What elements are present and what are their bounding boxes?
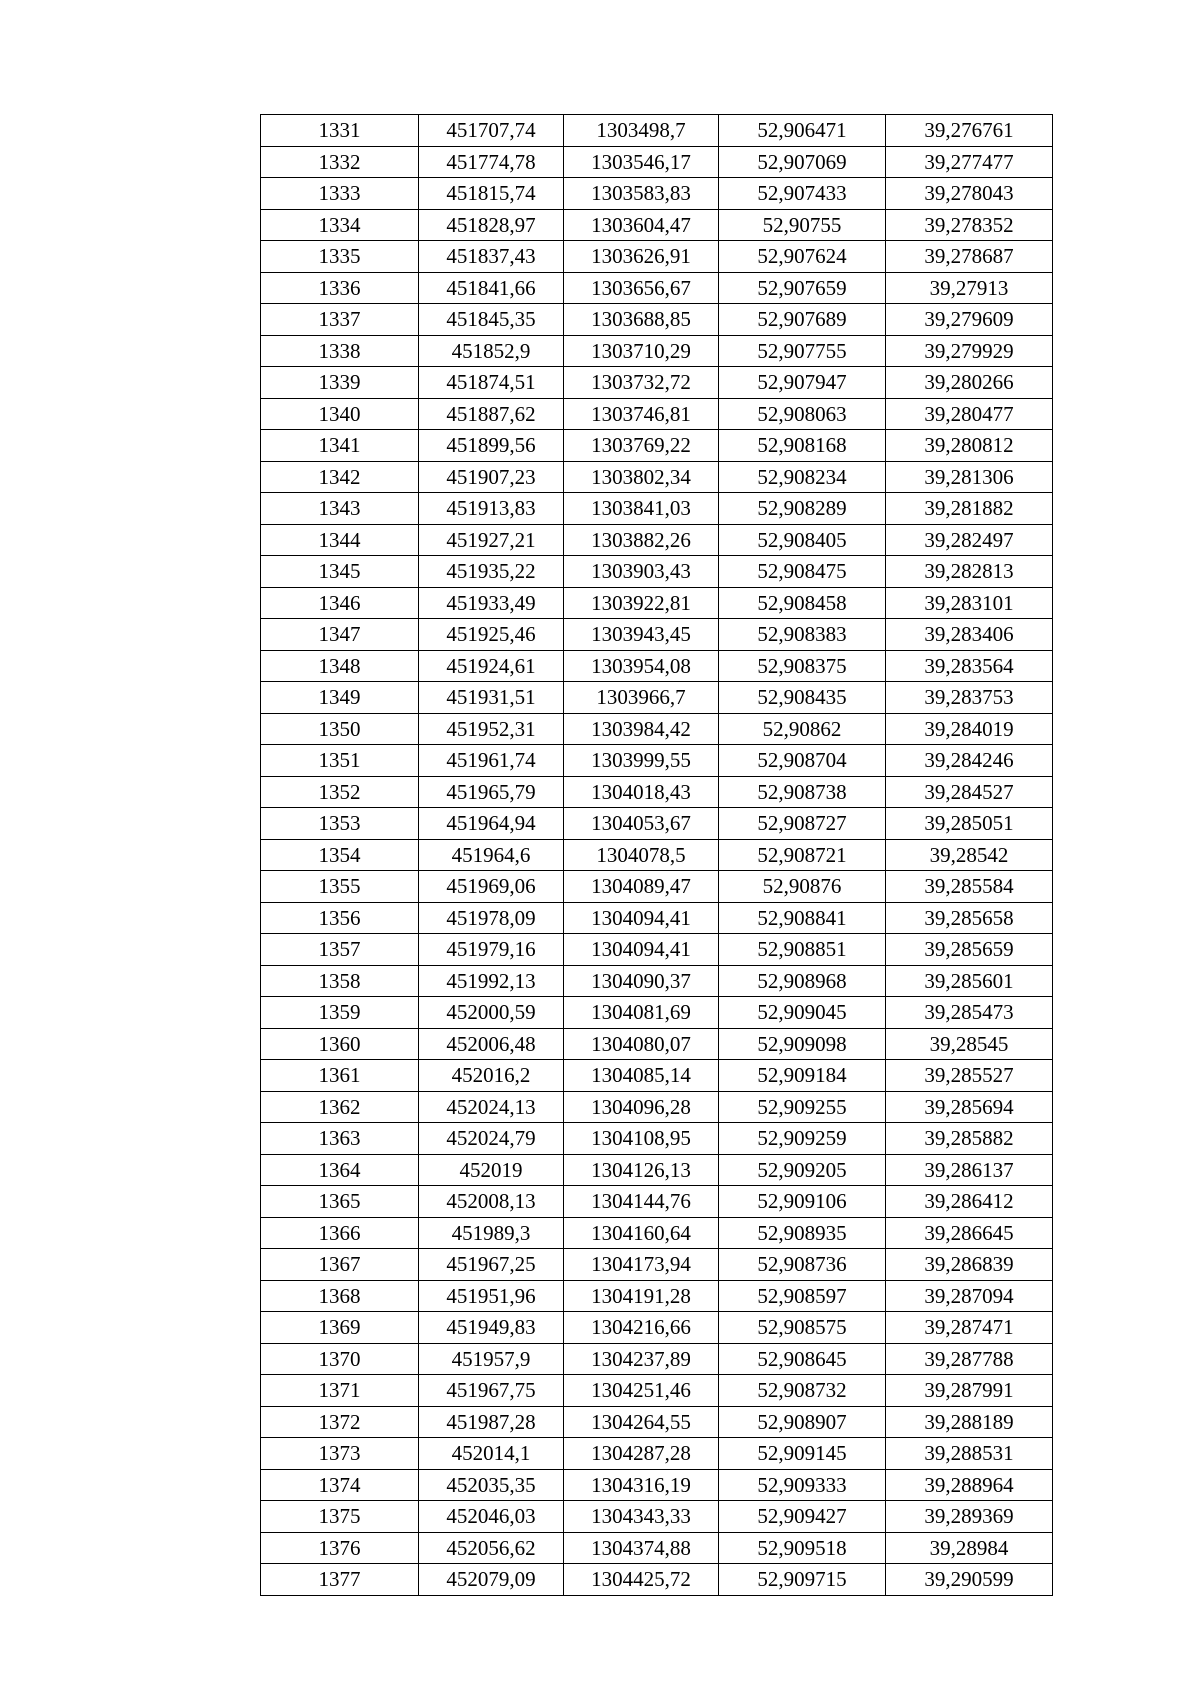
longitude-cell: 39,289369 bbox=[886, 1501, 1053, 1533]
latitude-cell: 52,909715 bbox=[719, 1564, 886, 1596]
point-number-cell: 1364 bbox=[261, 1154, 419, 1186]
y-coordinate-cell: 1304251,46 bbox=[564, 1375, 719, 1407]
latitude-cell: 52,909145 bbox=[719, 1438, 886, 1470]
point-number-cell: 1363 bbox=[261, 1123, 419, 1155]
table-row bbox=[261, 241, 1053, 273]
latitude-cell: 52,907689 bbox=[719, 304, 886, 336]
table-row bbox=[261, 1469, 1053, 1501]
y-coordinate-cell: 1303984,42 bbox=[564, 713, 719, 745]
table-row bbox=[261, 524, 1053, 556]
latitude-cell: 52,908968 bbox=[719, 965, 886, 997]
latitude-cell: 52,908458 bbox=[719, 587, 886, 619]
table-row bbox=[261, 1217, 1053, 1249]
point-number-cell: 1376 bbox=[261, 1532, 419, 1564]
point-number-cell: 1372 bbox=[261, 1406, 419, 1438]
y-coordinate-cell: 1303710,29 bbox=[564, 335, 719, 367]
y-coordinate-cell: 1303802,34 bbox=[564, 461, 719, 493]
x-coordinate-cell: 451967,75 bbox=[419, 1375, 564, 1407]
y-coordinate-cell: 1303626,91 bbox=[564, 241, 719, 273]
x-coordinate-cell: 452046,03 bbox=[419, 1501, 564, 1533]
y-coordinate-cell: 1304343,33 bbox=[564, 1501, 719, 1533]
y-coordinate-cell: 1304316,19 bbox=[564, 1469, 719, 1501]
latitude-cell: 52,907069 bbox=[719, 146, 886, 178]
longitude-cell: 39,278687 bbox=[886, 241, 1053, 273]
longitude-cell: 39,285659 bbox=[886, 934, 1053, 966]
longitude-cell: 39,278043 bbox=[886, 178, 1053, 210]
latitude-cell: 52,908289 bbox=[719, 493, 886, 525]
latitude-cell: 52,908935 bbox=[719, 1217, 886, 1249]
longitude-cell: 39,281882 bbox=[886, 493, 1053, 525]
longitude-cell: 39,286137 bbox=[886, 1154, 1053, 1186]
point-number-cell: 1362 bbox=[261, 1091, 419, 1123]
latitude-cell: 52,908732 bbox=[719, 1375, 886, 1407]
point-number-cell: 1345 bbox=[261, 556, 419, 588]
longitude-cell: 39,282497 bbox=[886, 524, 1053, 556]
table-row bbox=[261, 430, 1053, 462]
point-number-cell: 1355 bbox=[261, 871, 419, 903]
table-row bbox=[261, 619, 1053, 651]
longitude-cell: 39,283101 bbox=[886, 587, 1053, 619]
x-coordinate-cell: 451907,23 bbox=[419, 461, 564, 493]
point-number-cell: 1351 bbox=[261, 745, 419, 777]
point-number-cell: 1359 bbox=[261, 997, 419, 1029]
longitude-cell: 39,280812 bbox=[886, 430, 1053, 462]
latitude-cell: 52,908704 bbox=[719, 745, 886, 777]
point-number-cell: 1353 bbox=[261, 808, 419, 840]
table-row bbox=[261, 997, 1053, 1029]
latitude-cell: 52,908405 bbox=[719, 524, 886, 556]
longitude-cell: 39,285658 bbox=[886, 902, 1053, 934]
table-row bbox=[261, 556, 1053, 588]
point-number-cell: 1354 bbox=[261, 839, 419, 871]
table-row bbox=[261, 934, 1053, 966]
table-row bbox=[261, 1312, 1053, 1344]
longitude-cell: 39,283564 bbox=[886, 650, 1053, 682]
longitude-cell: 39,284246 bbox=[886, 745, 1053, 777]
point-number-cell: 1339 bbox=[261, 367, 419, 399]
longitude-cell: 39,288964 bbox=[886, 1469, 1053, 1501]
y-coordinate-cell: 1304425,72 bbox=[564, 1564, 719, 1596]
longitude-cell: 39,279609 bbox=[886, 304, 1053, 336]
longitude-cell: 39,280266 bbox=[886, 367, 1053, 399]
y-coordinate-cell: 1304191,28 bbox=[564, 1280, 719, 1312]
table-row bbox=[261, 713, 1053, 745]
y-coordinate-cell: 1304126,13 bbox=[564, 1154, 719, 1186]
point-number-cell: 1338 bbox=[261, 335, 419, 367]
latitude-cell: 52,909106 bbox=[719, 1186, 886, 1218]
latitude-cell: 52,907659 bbox=[719, 272, 886, 304]
table-row bbox=[261, 1406, 1053, 1438]
y-coordinate-cell: 1304173,94 bbox=[564, 1249, 719, 1281]
point-number-cell: 1357 bbox=[261, 934, 419, 966]
coordinates-table-body bbox=[261, 115, 1053, 1596]
table-row bbox=[261, 745, 1053, 777]
y-coordinate-cell: 1304108,95 bbox=[564, 1123, 719, 1155]
table-row bbox=[261, 1343, 1053, 1375]
x-coordinate-cell: 452019 bbox=[419, 1154, 564, 1186]
point-number-cell: 1358 bbox=[261, 965, 419, 997]
x-coordinate-cell: 451952,31 bbox=[419, 713, 564, 745]
x-coordinate-cell: 452000,59 bbox=[419, 997, 564, 1029]
latitude-cell: 52,909333 bbox=[719, 1469, 886, 1501]
y-coordinate-cell: 1304160,64 bbox=[564, 1217, 719, 1249]
table-row bbox=[261, 1532, 1053, 1564]
point-number-cell: 1377 bbox=[261, 1564, 419, 1596]
longitude-cell: 39,283406 bbox=[886, 619, 1053, 651]
point-number-cell: 1365 bbox=[261, 1186, 419, 1218]
table-row bbox=[261, 178, 1053, 210]
longitude-cell: 39,288531 bbox=[886, 1438, 1053, 1470]
longitude-cell: 39,285694 bbox=[886, 1091, 1053, 1123]
table-row bbox=[261, 1438, 1053, 1470]
table-row bbox=[261, 1375, 1053, 1407]
y-coordinate-cell: 1303498,7 bbox=[564, 115, 719, 147]
table-row bbox=[261, 398, 1053, 430]
y-coordinate-cell: 1303656,67 bbox=[564, 272, 719, 304]
x-coordinate-cell: 451964,6 bbox=[419, 839, 564, 871]
latitude-cell: 52,908727 bbox=[719, 808, 886, 840]
table-row bbox=[261, 1249, 1053, 1281]
point-number-cell: 1346 bbox=[261, 587, 419, 619]
x-coordinate-cell: 452056,62 bbox=[419, 1532, 564, 1564]
x-coordinate-cell: 451913,83 bbox=[419, 493, 564, 525]
table-row bbox=[261, 1028, 1053, 1060]
point-number-cell: 1333 bbox=[261, 178, 419, 210]
latitude-cell: 52,908575 bbox=[719, 1312, 886, 1344]
y-coordinate-cell: 1303954,08 bbox=[564, 650, 719, 682]
longitude-cell: 39,276761 bbox=[886, 115, 1053, 147]
y-coordinate-cell: 1304094,41 bbox=[564, 902, 719, 934]
point-number-cell: 1334 bbox=[261, 209, 419, 241]
table-row bbox=[261, 367, 1053, 399]
latitude-cell: 52,908851 bbox=[719, 934, 886, 966]
longitude-cell: 39,278352 bbox=[886, 209, 1053, 241]
latitude-cell: 52,908721 bbox=[719, 839, 886, 871]
x-coordinate-cell: 451935,22 bbox=[419, 556, 564, 588]
x-coordinate-cell: 451924,61 bbox=[419, 650, 564, 682]
x-coordinate-cell: 451957,9 bbox=[419, 1343, 564, 1375]
longitude-cell: 39,28984 bbox=[886, 1532, 1053, 1564]
x-coordinate-cell: 452035,35 bbox=[419, 1469, 564, 1501]
longitude-cell: 39,281306 bbox=[886, 461, 1053, 493]
x-coordinate-cell: 451828,97 bbox=[419, 209, 564, 241]
x-coordinate-cell: 452014,1 bbox=[419, 1438, 564, 1470]
point-number-cell: 1367 bbox=[261, 1249, 419, 1281]
table-row bbox=[261, 839, 1053, 871]
y-coordinate-cell: 1304078,5 bbox=[564, 839, 719, 871]
y-coordinate-cell: 1303604,47 bbox=[564, 209, 719, 241]
y-coordinate-cell: 1303943,45 bbox=[564, 619, 719, 651]
point-number-cell: 1332 bbox=[261, 146, 419, 178]
y-coordinate-cell: 1304089,47 bbox=[564, 871, 719, 903]
y-coordinate-cell: 1304216,66 bbox=[564, 1312, 719, 1344]
y-coordinate-cell: 1303882,26 bbox=[564, 524, 719, 556]
coordinates-table bbox=[260, 114, 1053, 1596]
x-coordinate-cell: 451979,16 bbox=[419, 934, 564, 966]
point-number-cell: 1350 bbox=[261, 713, 419, 745]
table-row bbox=[261, 808, 1053, 840]
longitude-cell: 39,285473 bbox=[886, 997, 1053, 1029]
y-coordinate-cell: 1303966,7 bbox=[564, 682, 719, 714]
table-row bbox=[261, 493, 1053, 525]
latitude-cell: 52,909205 bbox=[719, 1154, 886, 1186]
x-coordinate-cell: 451978,09 bbox=[419, 902, 564, 934]
x-coordinate-cell: 451899,56 bbox=[419, 430, 564, 462]
table-row bbox=[261, 461, 1053, 493]
x-coordinate-cell: 451925,46 bbox=[419, 619, 564, 651]
y-coordinate-cell: 1304237,89 bbox=[564, 1343, 719, 1375]
x-coordinate-cell: 451989,3 bbox=[419, 1217, 564, 1249]
y-coordinate-cell: 1303583,83 bbox=[564, 178, 719, 210]
point-number-cell: 1370 bbox=[261, 1343, 419, 1375]
point-number-cell: 1344 bbox=[261, 524, 419, 556]
latitude-cell: 52,909045 bbox=[719, 997, 886, 1029]
latitude-cell: 52,908645 bbox=[719, 1343, 886, 1375]
y-coordinate-cell: 1304094,41 bbox=[564, 934, 719, 966]
longitude-cell: 39,28545 bbox=[886, 1028, 1053, 1060]
point-number-cell: 1347 bbox=[261, 619, 419, 651]
longitude-cell: 39,285601 bbox=[886, 965, 1053, 997]
table-row bbox=[261, 146, 1053, 178]
table-row bbox=[261, 871, 1053, 903]
y-coordinate-cell: 1304080,07 bbox=[564, 1028, 719, 1060]
point-number-cell: 1360 bbox=[261, 1028, 419, 1060]
y-coordinate-cell: 1304096,28 bbox=[564, 1091, 719, 1123]
x-coordinate-cell: 451969,06 bbox=[419, 871, 564, 903]
latitude-cell: 52,909098 bbox=[719, 1028, 886, 1060]
latitude-cell: 52,90755 bbox=[719, 209, 886, 241]
latitude-cell: 52,908234 bbox=[719, 461, 886, 493]
x-coordinate-cell: 452079,09 bbox=[419, 1564, 564, 1596]
x-coordinate-cell: 451887,62 bbox=[419, 398, 564, 430]
latitude-cell: 52,907947 bbox=[719, 367, 886, 399]
x-coordinate-cell: 451964,94 bbox=[419, 808, 564, 840]
y-coordinate-cell: 1303732,72 bbox=[564, 367, 719, 399]
latitude-cell: 52,906471 bbox=[719, 115, 886, 147]
x-coordinate-cell: 451874,51 bbox=[419, 367, 564, 399]
longitude-cell: 39,287788 bbox=[886, 1343, 1053, 1375]
table-row bbox=[261, 1154, 1053, 1186]
latitude-cell: 52,909427 bbox=[719, 1501, 886, 1533]
longitude-cell: 39,28542 bbox=[886, 839, 1053, 871]
table-row bbox=[261, 335, 1053, 367]
point-number-cell: 1342 bbox=[261, 461, 419, 493]
table-row bbox=[261, 682, 1053, 714]
y-coordinate-cell: 1304287,28 bbox=[564, 1438, 719, 1470]
x-coordinate-cell: 452006,48 bbox=[419, 1028, 564, 1060]
point-number-cell: 1361 bbox=[261, 1060, 419, 1092]
y-coordinate-cell: 1303841,03 bbox=[564, 493, 719, 525]
latitude-cell: 52,909259 bbox=[719, 1123, 886, 1155]
y-coordinate-cell: 1303688,85 bbox=[564, 304, 719, 336]
x-coordinate-cell: 451992,13 bbox=[419, 965, 564, 997]
table-row bbox=[261, 1501, 1053, 1533]
latitude-cell: 52,90862 bbox=[719, 713, 886, 745]
y-coordinate-cell: 1304053,67 bbox=[564, 808, 719, 840]
x-coordinate-cell: 451841,66 bbox=[419, 272, 564, 304]
table-row bbox=[261, 115, 1053, 147]
y-coordinate-cell: 1304144,76 bbox=[564, 1186, 719, 1218]
latitude-cell: 52,908383 bbox=[719, 619, 886, 651]
latitude-cell: 52,908063 bbox=[719, 398, 886, 430]
longitude-cell: 39,282813 bbox=[886, 556, 1053, 588]
x-coordinate-cell: 451845,35 bbox=[419, 304, 564, 336]
y-coordinate-cell: 1303546,17 bbox=[564, 146, 719, 178]
x-coordinate-cell: 452008,13 bbox=[419, 1186, 564, 1218]
point-number-cell: 1335 bbox=[261, 241, 419, 273]
point-number-cell: 1369 bbox=[261, 1312, 419, 1344]
x-coordinate-cell: 451965,79 bbox=[419, 776, 564, 808]
longitude-cell: 39,285584 bbox=[886, 871, 1053, 903]
point-number-cell: 1343 bbox=[261, 493, 419, 525]
point-number-cell: 1371 bbox=[261, 1375, 419, 1407]
longitude-cell: 39,285051 bbox=[886, 808, 1053, 840]
x-coordinate-cell: 451927,21 bbox=[419, 524, 564, 556]
latitude-cell: 52,909184 bbox=[719, 1060, 886, 1092]
longitude-cell: 39,290599 bbox=[886, 1564, 1053, 1596]
latitude-cell: 52,908907 bbox=[719, 1406, 886, 1438]
latitude-cell: 52,909255 bbox=[719, 1091, 886, 1123]
y-coordinate-cell: 1304264,55 bbox=[564, 1406, 719, 1438]
longitude-cell: 39,287991 bbox=[886, 1375, 1053, 1407]
point-number-cell: 1352 bbox=[261, 776, 419, 808]
x-coordinate-cell: 451815,74 bbox=[419, 178, 564, 210]
y-coordinate-cell: 1304018,43 bbox=[564, 776, 719, 808]
x-coordinate-cell: 451933,49 bbox=[419, 587, 564, 619]
point-number-cell: 1331 bbox=[261, 115, 419, 147]
latitude-cell: 52,908841 bbox=[719, 902, 886, 934]
point-number-cell: 1373 bbox=[261, 1438, 419, 1470]
table-row bbox=[261, 650, 1053, 682]
longitude-cell: 39,284527 bbox=[886, 776, 1053, 808]
longitude-cell: 39,277477 bbox=[886, 146, 1053, 178]
longitude-cell: 39,287471 bbox=[886, 1312, 1053, 1344]
longitude-cell: 39,27913 bbox=[886, 272, 1053, 304]
latitude-cell: 52,908375 bbox=[719, 650, 886, 682]
x-coordinate-cell: 451774,78 bbox=[419, 146, 564, 178]
point-number-cell: 1341 bbox=[261, 430, 419, 462]
point-number-cell: 1348 bbox=[261, 650, 419, 682]
latitude-cell: 52,908475 bbox=[719, 556, 886, 588]
latitude-cell: 52,908736 bbox=[719, 1249, 886, 1281]
latitude-cell: 52,908597 bbox=[719, 1280, 886, 1312]
point-number-cell: 1368 bbox=[261, 1280, 419, 1312]
point-number-cell: 1374 bbox=[261, 1469, 419, 1501]
x-coordinate-cell: 452024,13 bbox=[419, 1091, 564, 1123]
x-coordinate-cell: 451931,51 bbox=[419, 682, 564, 714]
longitude-cell: 39,286645 bbox=[886, 1217, 1053, 1249]
latitude-cell: 52,907755 bbox=[719, 335, 886, 367]
latitude-cell: 52,907624 bbox=[719, 241, 886, 273]
x-coordinate-cell: 451951,96 bbox=[419, 1280, 564, 1312]
table-row bbox=[261, 1564, 1053, 1596]
y-coordinate-cell: 1303922,81 bbox=[564, 587, 719, 619]
latitude-cell: 52,908168 bbox=[719, 430, 886, 462]
point-number-cell: 1366 bbox=[261, 1217, 419, 1249]
y-coordinate-cell: 1303903,43 bbox=[564, 556, 719, 588]
longitude-cell: 39,280477 bbox=[886, 398, 1053, 430]
y-coordinate-cell: 1304081,69 bbox=[564, 997, 719, 1029]
x-coordinate-cell: 452016,2 bbox=[419, 1060, 564, 1092]
table-row bbox=[261, 965, 1053, 997]
y-coordinate-cell: 1304374,88 bbox=[564, 1532, 719, 1564]
latitude-cell: 52,90876 bbox=[719, 871, 886, 903]
y-coordinate-cell: 1303746,81 bbox=[564, 398, 719, 430]
table-row bbox=[261, 587, 1053, 619]
point-number-cell: 1349 bbox=[261, 682, 419, 714]
y-coordinate-cell: 1304085,14 bbox=[564, 1060, 719, 1092]
point-number-cell: 1340 bbox=[261, 398, 419, 430]
longitude-cell: 39,285527 bbox=[886, 1060, 1053, 1092]
longitude-cell: 39,288189 bbox=[886, 1406, 1053, 1438]
point-number-cell: 1375 bbox=[261, 1501, 419, 1533]
x-coordinate-cell: 451961,74 bbox=[419, 745, 564, 777]
x-coordinate-cell: 451967,25 bbox=[419, 1249, 564, 1281]
table-row bbox=[261, 272, 1053, 304]
longitude-cell: 39,286412 bbox=[886, 1186, 1053, 1218]
point-number-cell: 1356 bbox=[261, 902, 419, 934]
table-row bbox=[261, 1186, 1053, 1218]
latitude-cell: 52,908738 bbox=[719, 776, 886, 808]
x-coordinate-cell: 451707,74 bbox=[419, 115, 564, 147]
longitude-cell: 39,284019 bbox=[886, 713, 1053, 745]
y-coordinate-cell: 1304090,37 bbox=[564, 965, 719, 997]
table-row bbox=[261, 902, 1053, 934]
x-coordinate-cell: 451837,43 bbox=[419, 241, 564, 273]
x-coordinate-cell: 451949,83 bbox=[419, 1312, 564, 1344]
point-number-cell: 1336 bbox=[261, 272, 419, 304]
y-coordinate-cell: 1303769,22 bbox=[564, 430, 719, 462]
longitude-cell: 39,286839 bbox=[886, 1249, 1053, 1281]
table-row bbox=[261, 1123, 1053, 1155]
table-row bbox=[261, 1060, 1053, 1092]
table-row bbox=[261, 304, 1053, 336]
latitude-cell: 52,908435 bbox=[719, 682, 886, 714]
point-number-cell: 1337 bbox=[261, 304, 419, 336]
table-row bbox=[261, 209, 1053, 241]
longitude-cell: 39,285882 bbox=[886, 1123, 1053, 1155]
latitude-cell: 52,907433 bbox=[719, 178, 886, 210]
longitude-cell: 39,283753 bbox=[886, 682, 1053, 714]
y-coordinate-cell: 1303999,55 bbox=[564, 745, 719, 777]
x-coordinate-cell: 451987,28 bbox=[419, 1406, 564, 1438]
latitude-cell: 52,909518 bbox=[719, 1532, 886, 1564]
table-row bbox=[261, 1091, 1053, 1123]
table-row bbox=[261, 1280, 1053, 1312]
x-coordinate-cell: 452024,79 bbox=[419, 1123, 564, 1155]
longitude-cell: 39,279929 bbox=[886, 335, 1053, 367]
x-coordinate-cell: 451852,9 bbox=[419, 335, 564, 367]
table-row bbox=[261, 776, 1053, 808]
longitude-cell: 39,287094 bbox=[886, 1280, 1053, 1312]
